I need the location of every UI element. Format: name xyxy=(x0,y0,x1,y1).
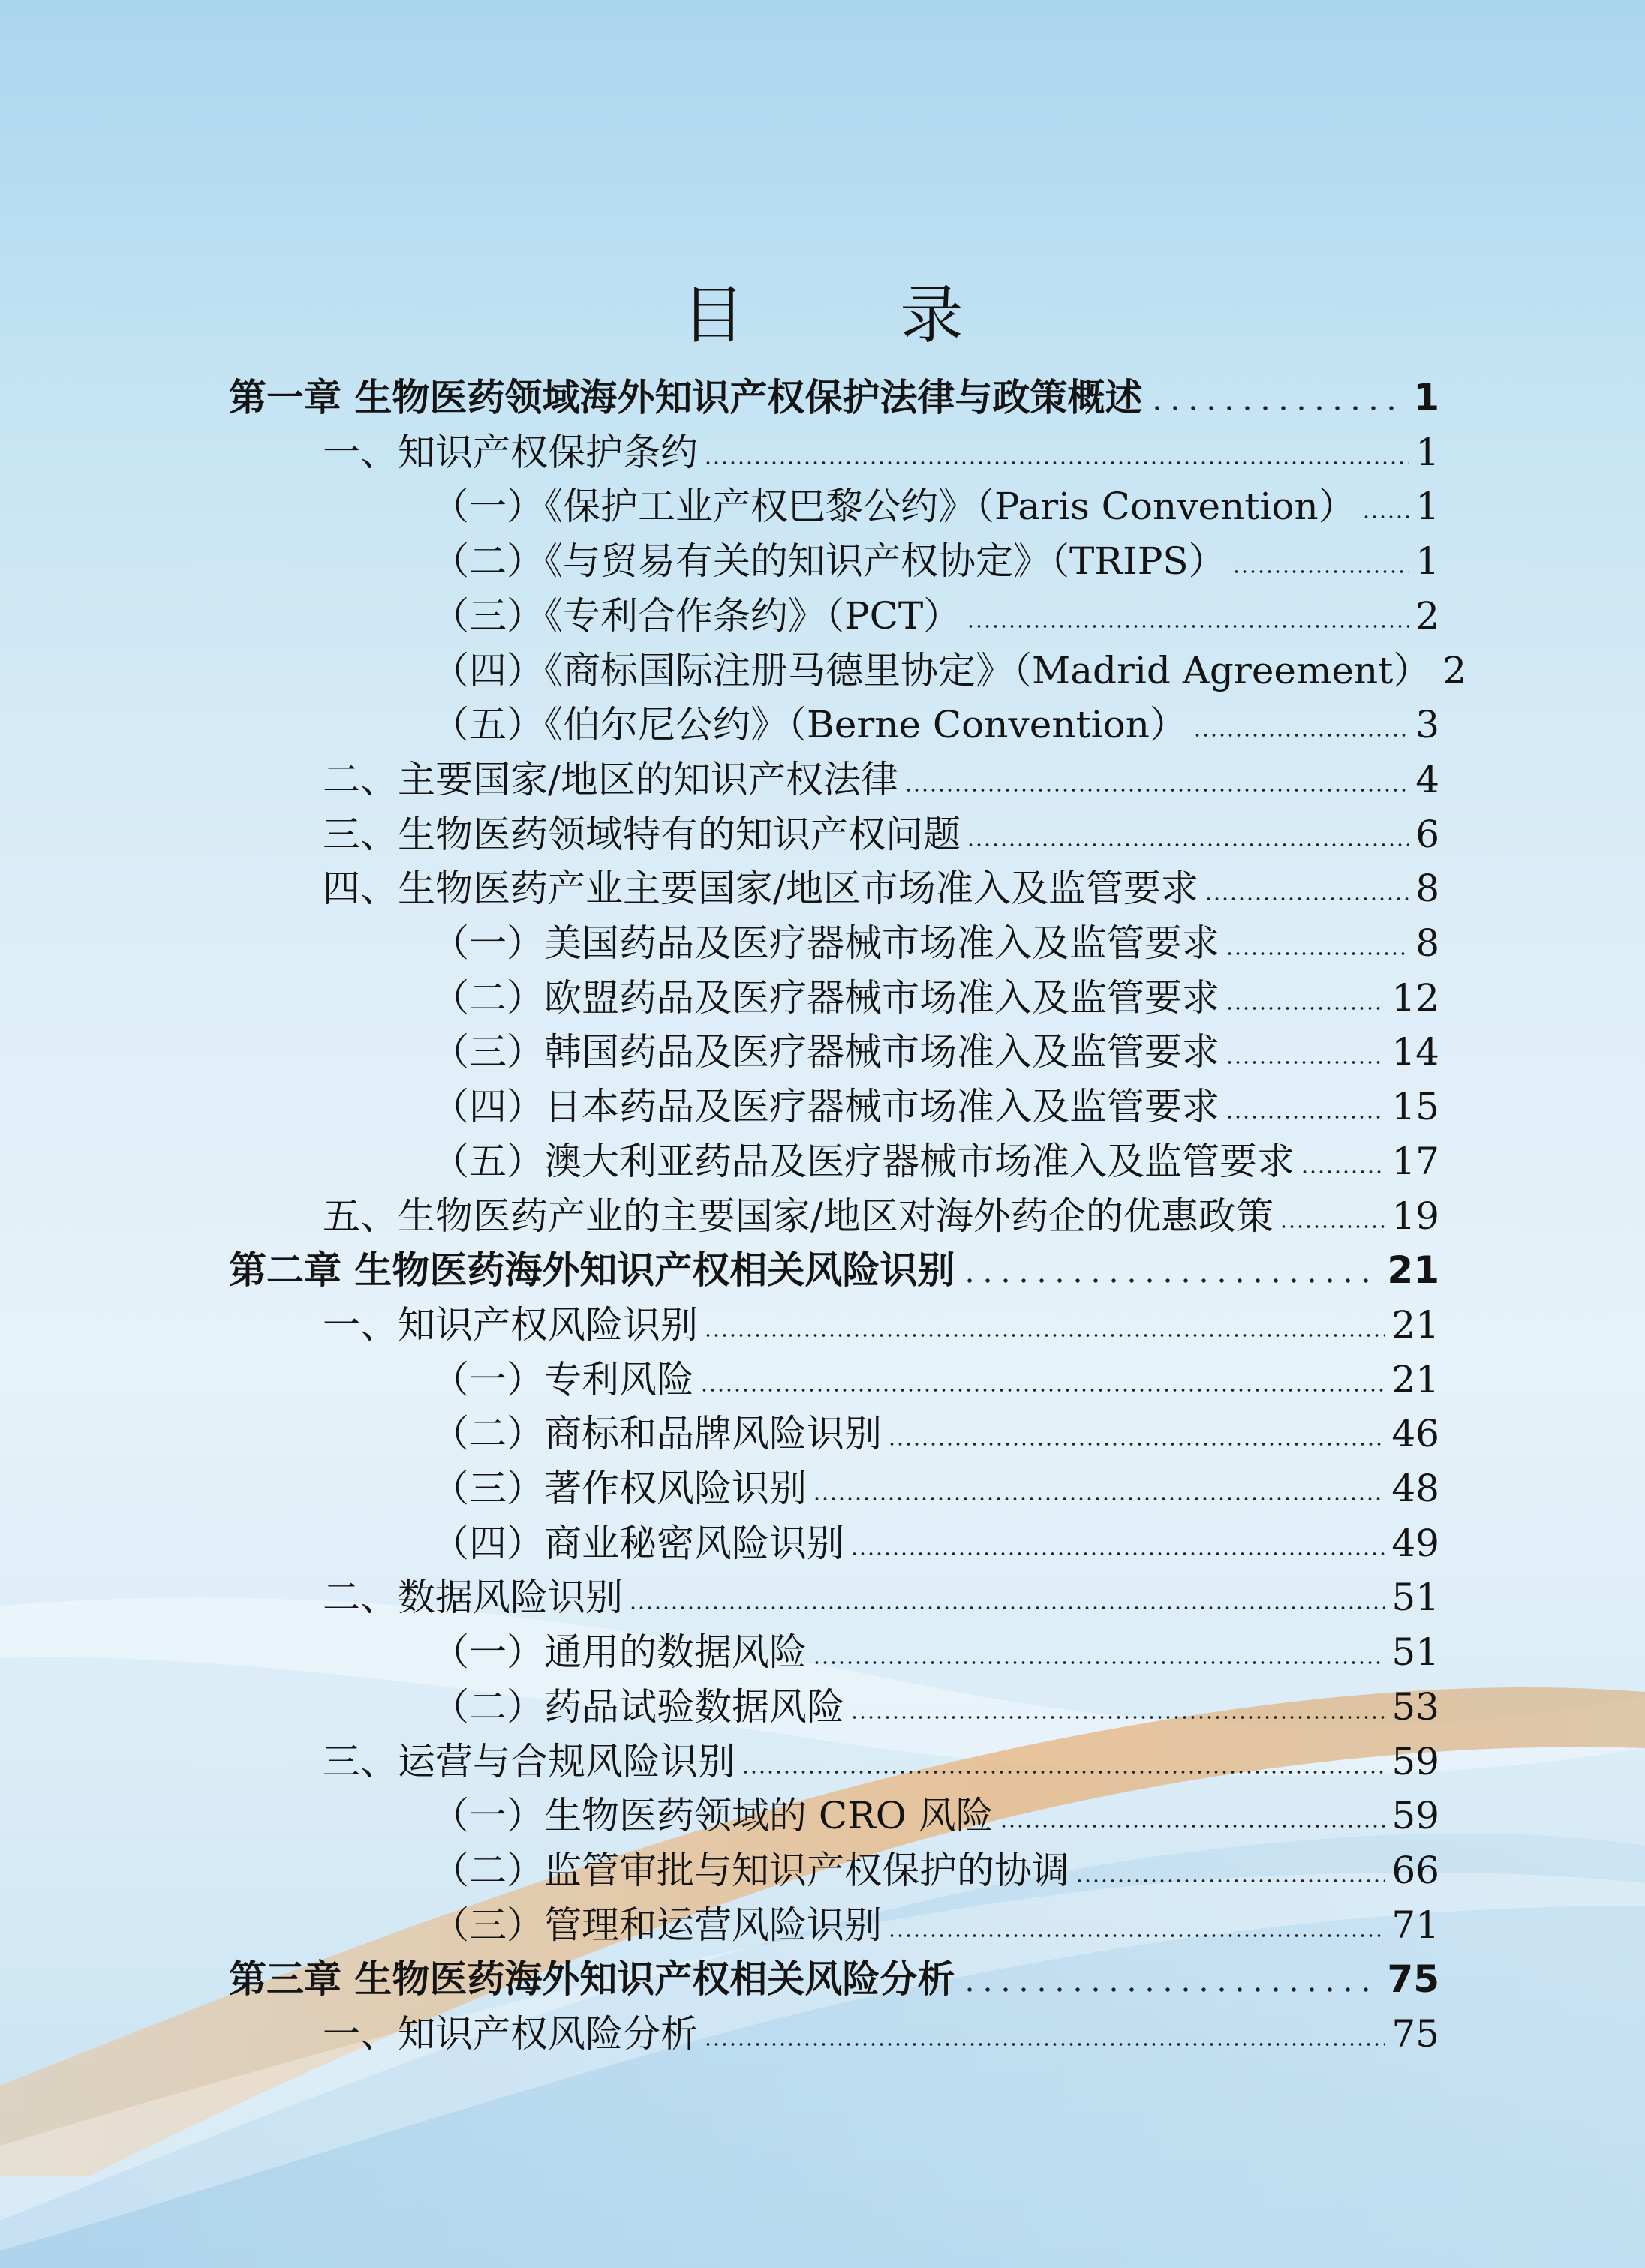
toc-entry-label: 一、知识产权风险分析 xyxy=(323,2012,698,2056)
toc-dot-leader xyxy=(704,461,1409,465)
toc-entry-label: （四）商业秘密风险识别 xyxy=(432,1521,844,1565)
toc-entry[interactable] xyxy=(432,1137,1439,1186)
toc-entry-label: 二、主要国家/地区的知识产权法律 xyxy=(323,757,898,801)
toc-entry[interactable] xyxy=(323,1573,1439,1622)
toc-dot-leader xyxy=(850,1715,1385,1720)
toc-entry-label: 一、知识产权风险识别 xyxy=(323,1302,698,1347)
toc-entry-label: 四、生物医药产业主要国家/地区市场准入及监管要求 xyxy=(323,867,1198,911)
toc-page-number: 21 xyxy=(1387,1248,1439,1293)
toc-chapter-entry[interactable] xyxy=(229,1245,1439,1295)
toc-entry-label: 五、生物医药产业的主要国家/地区对海外药企的优惠政策 xyxy=(323,1194,1274,1238)
toc-entry-label: （二）监管审批与知识产权保护的协调 xyxy=(432,1848,1069,1892)
toc-page-number: 51 xyxy=(1391,1630,1439,1675)
toc-entry-label: （一）美国药品及医疗器械市场准入及监管要求 xyxy=(432,921,1219,965)
toc-dot-leader xyxy=(888,1442,1385,1446)
toc-page-number: 14 xyxy=(1391,1030,1439,1074)
toc-dot-leader xyxy=(813,1497,1385,1501)
toc-entry[interactable] xyxy=(432,1464,1439,1513)
toc-entry-label: （四）日本药品及医疗器械市场准入及监管要求 xyxy=(432,1085,1219,1129)
toc-entry-label: 第二章 生物医药海外知识产权相关风险识别 xyxy=(229,1248,955,1293)
toc-dot-leader xyxy=(850,1552,1385,1556)
toc-entry[interactable] xyxy=(432,482,1439,531)
toc-entry[interactable] xyxy=(323,2009,1439,2059)
toc-entry[interactable] xyxy=(323,810,1439,859)
toc-entry[interactable] xyxy=(432,1846,1439,1895)
toc-dot-leader xyxy=(961,1278,1381,1283)
toc-entry-label: （一）《保护工业产权巴黎公约》（Paris Convention） xyxy=(432,485,1356,529)
toc-page-number: 71 xyxy=(1391,1903,1439,1947)
toc-page-number: 8 xyxy=(1415,867,1439,911)
toc-page-number: 2 xyxy=(1415,593,1439,638)
toc-page-number: 75 xyxy=(1391,2012,1439,2056)
toc-entry[interactable] xyxy=(432,536,1439,586)
toc-entry[interactable] xyxy=(432,1082,1439,1131)
toc-chapter-entry[interactable] xyxy=(229,1954,1439,2004)
toc-dot-leader xyxy=(1225,1006,1385,1011)
toc-entry-label: 三、运营与合规风险识别 xyxy=(323,1739,735,1783)
toc-entry[interactable] xyxy=(323,428,1439,477)
toc-dot-leader xyxy=(1225,951,1409,956)
toc-dot-leader xyxy=(1075,1879,1385,1883)
toc-page-number: 3 xyxy=(1415,703,1439,747)
toc-entry[interactable] xyxy=(432,973,1439,1023)
toc-page-number: 1 xyxy=(1415,539,1439,584)
toc-page-number: 1 xyxy=(1415,485,1439,529)
toc-page-number: 21 xyxy=(1391,1302,1439,1347)
toc-page-number: 19 xyxy=(1391,1194,1439,1238)
toc-entry[interactable] xyxy=(323,1191,1439,1241)
toc-entry[interactable] xyxy=(432,1627,1439,1677)
toc-chapter-entry[interactable] xyxy=(229,373,1439,422)
toc-page-number: 48 xyxy=(1391,1467,1439,1510)
toc-page-number: 15 xyxy=(1391,1085,1439,1129)
toc-dot-leader xyxy=(629,1606,1385,1610)
toc-page-number: 51 xyxy=(1391,1576,1439,1620)
toc-dot-leader xyxy=(700,1388,1385,1392)
toc-dot-leader xyxy=(1225,1115,1385,1119)
toc-entry[interactable] xyxy=(432,1682,1439,1732)
toc-entry-label: （一）通用的数据风险 xyxy=(432,1630,807,1675)
toc-dot-leader xyxy=(1225,1060,1385,1065)
toc-entry[interactable] xyxy=(323,755,1439,804)
toc-dot-leader xyxy=(1204,897,1409,901)
toc-page-number: 17 xyxy=(1391,1139,1439,1183)
toc-dot-leader xyxy=(967,624,1409,629)
toc-entry[interactable] xyxy=(432,646,1467,695)
toc-entry[interactable] xyxy=(432,1355,1439,1404)
toc-page-number: 1 xyxy=(1415,430,1439,474)
toc-entry-label: （五）澳大利亚药品及医疗器械市场准入及监管要求 xyxy=(432,1139,1295,1183)
toc-page-number: 75 xyxy=(1387,1957,1439,2002)
toc-page-number: 6 xyxy=(1415,812,1439,856)
toc-entry-label: （三）著作权风险识别 xyxy=(432,1467,807,1510)
toc-entry-label: （三）管理和运营风险识别 xyxy=(432,1903,882,1947)
toc-entry-label: （一）专利风险 xyxy=(432,1357,694,1401)
toc-entry-label: 三、生物医药领域特有的知识产权问题 xyxy=(323,812,961,856)
toc-page-number: 4 xyxy=(1415,757,1439,801)
toc-page-number: 66 xyxy=(1391,1848,1439,1892)
toc-dot-leader xyxy=(1000,1824,1386,1828)
toc-dot-leader xyxy=(1193,733,1409,737)
toc-entry-label: （二）欧盟药品及医疗器械市场准入及监管要求 xyxy=(432,975,1219,1020)
toc-entry[interactable] xyxy=(432,591,1439,641)
toc-entry-label: 一、知识产权保护条约 xyxy=(323,430,698,474)
toc-dot-leader xyxy=(1148,406,1407,410)
toc-entry[interactable] xyxy=(432,1519,1439,1568)
toc-page-number: 12 xyxy=(1391,975,1439,1020)
toc-dot-leader xyxy=(813,1660,1385,1665)
toc-entry-label: （四）《商标国际注册马德里协定》（Madrid Agreement） xyxy=(432,648,1431,692)
toc-dot-leader xyxy=(904,788,1409,792)
toc-dot-leader xyxy=(1301,1170,1385,1174)
toc-dot-leader xyxy=(1232,569,1410,574)
toc-page-number: 8 xyxy=(1415,921,1439,965)
toc-page-number: 53 xyxy=(1391,1684,1439,1729)
toc-entry[interactable] xyxy=(432,1900,1439,1950)
toc-page-number: 21 xyxy=(1391,1357,1439,1401)
toc-entry-label: （一）生物医药领域的 CRO 风险 xyxy=(432,1794,994,1838)
toc-entry-label: （五）《伯尔尼公约》（Berne Convention） xyxy=(432,703,1187,747)
toc-entry-label: （二）《与贸易有关的知识产权协定》（TRIPS） xyxy=(432,539,1226,584)
toc-dot-leader xyxy=(741,1770,1385,1774)
toc-dot-leader xyxy=(888,1933,1385,1938)
toc-dot-leader xyxy=(967,843,1409,847)
toc-page-number: 59 xyxy=(1391,1794,1439,1838)
toc-page-number: 1 xyxy=(1413,376,1439,419)
toc-entry[interactable] xyxy=(432,1791,1439,1840)
toc-page-number: 49 xyxy=(1391,1521,1439,1565)
toc-dot-leader xyxy=(704,2042,1385,2047)
toc-entry[interactable] xyxy=(432,1027,1439,1077)
toc-entry[interactable] xyxy=(432,700,1439,749)
toc-dot-leader xyxy=(1280,1224,1386,1229)
toc-dot-leader xyxy=(1362,515,1410,519)
toc-entry-label: 二、数据风险识别 xyxy=(323,1576,623,1620)
toc-entry-label: （二）药品试验数据风险 xyxy=(432,1684,844,1729)
toc-page-number: 46 xyxy=(1391,1412,1439,1456)
toc-entry-label: （三）《专利合作条约》（PCT） xyxy=(432,593,961,638)
toc-dot-leader xyxy=(961,1987,1381,1992)
toc-entry[interactable] xyxy=(323,864,1439,913)
toc-entry[interactable] xyxy=(323,1300,1439,1350)
toc-page-number: 2 xyxy=(1442,648,1467,692)
toc-entry[interactable] xyxy=(432,1409,1439,1458)
toc-entry[interactable] xyxy=(323,1737,1439,1786)
toc-entry-label: 第三章 生物医药海外知识产权相关风险分析 xyxy=(229,1957,955,2002)
toc-entry[interactable] xyxy=(432,918,1439,968)
toc-dot-leader xyxy=(704,1333,1385,1338)
toc-entry-label: （二）商标和品牌风险识别 xyxy=(432,1412,882,1456)
toc-entry-label: （三）韩国药品及医疗器械市场准入及监管要求 xyxy=(432,1030,1219,1074)
toc-entry-label: 第一章 生物医药领域海外知识产权保护法律与政策概述 xyxy=(229,376,1143,419)
page-title: 目 录 xyxy=(681,278,1031,352)
toc-page-number: 59 xyxy=(1391,1739,1439,1783)
